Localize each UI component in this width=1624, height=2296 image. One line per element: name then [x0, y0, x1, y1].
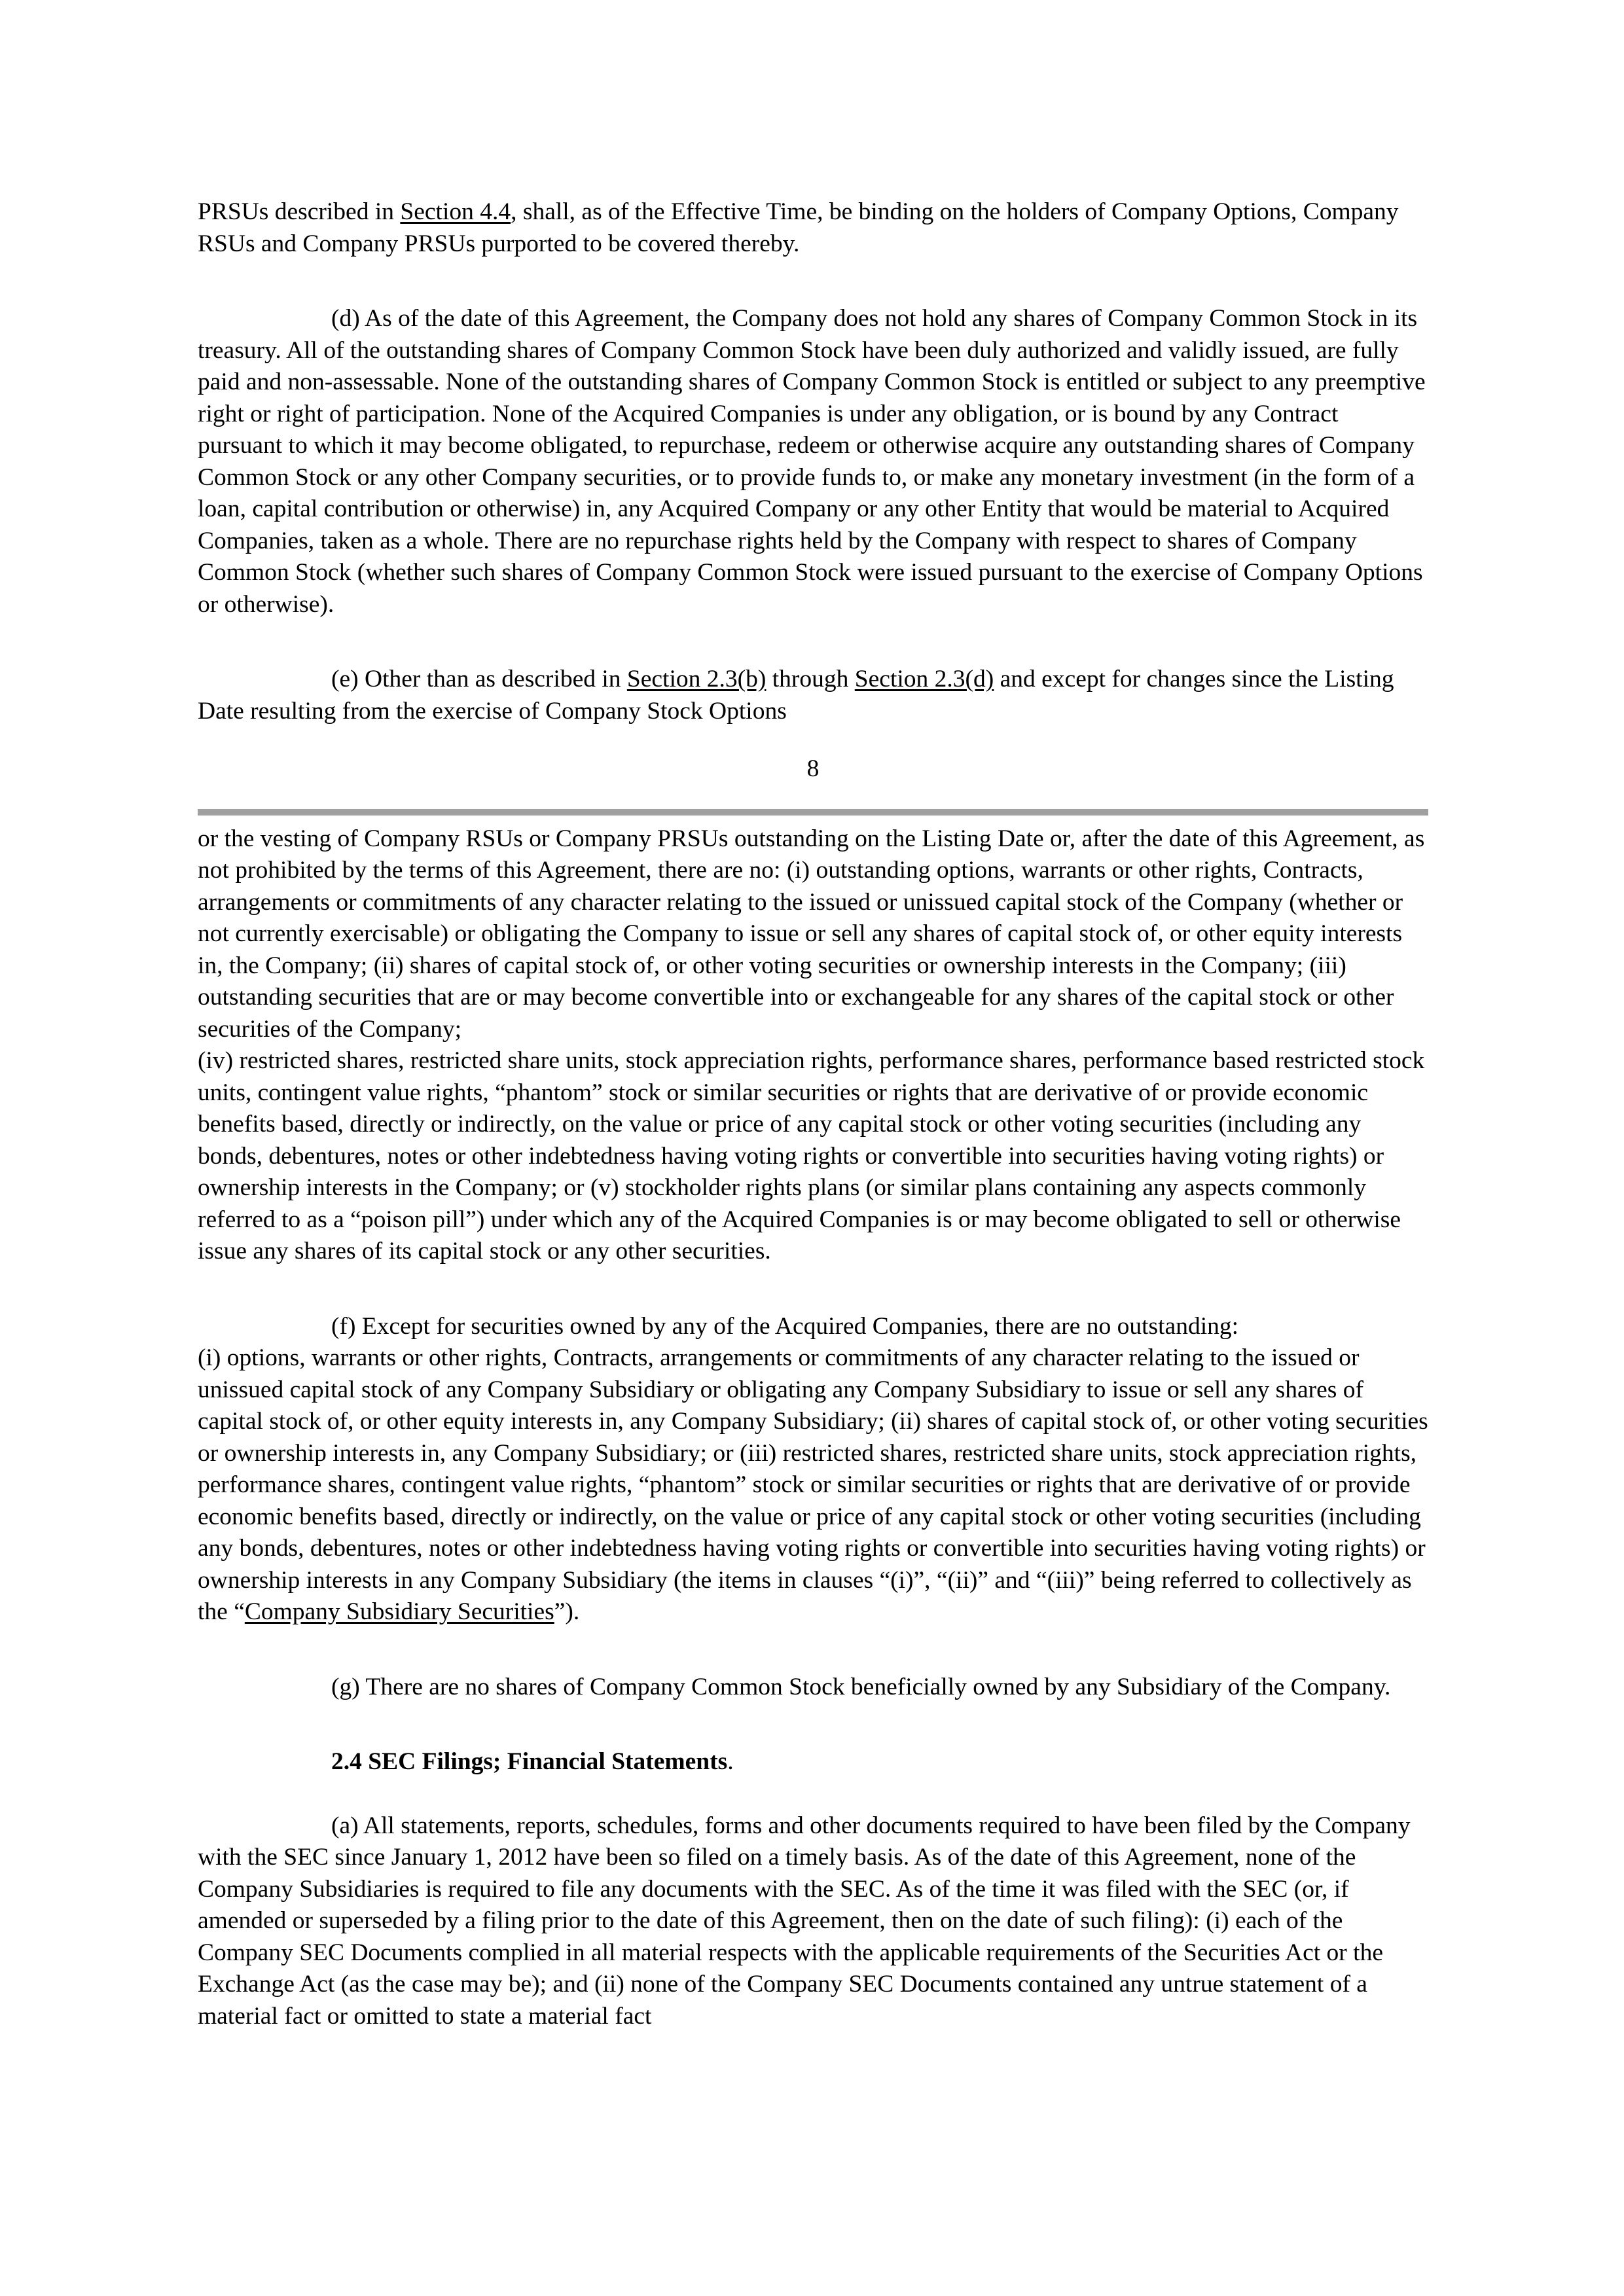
paragraph-f-body: (i) options, warrants or other rights, Contracts, arrangements or commitments of any character relating to the issued or unissued capital stock of any Company Subsidiary or obligating any Company Subsidiary to issue or sell any shares of capital stock of, or other equity interests in, any Company Subsidiary; (ii) shares of capital stock of, or other voting securities or ownership interests in, any Company Subsidiary; or (iii) restricted shares, restricted share units, stock appreciation rights, performance shares, contingent value rights, “phantom” stock or similar securities or rights that are derivative of or provide economic benefits based, directly or indirectly, on the value or price of any capital stock or other voting securities (including any bonds, debentures, notes or other indebtedness having voting rights or convertible into securities having voting rights) or ownership interests in any Company Subsidiary (the items in clauses “(i)”, “(ii)” and “(iii)” being referred to collectively as the “Company Subsidiary Securities”). — [198, 1344, 1428, 1625]
paragraph-e-start: (e) Other than as described in Section 2.3(b) through Section 2.3(d) and except for changes since the Listing Date resulting from the exercise of Company Stock Options — [198, 666, 1394, 725]
paragraph-d: (d) As of the date of this Agreement, the Company does not hold any shares of Company Common Stock in its treasury. All of the outstanding shares of Company Common Stock have been duly authorized and validly issued, are fully paid and non-assessable. None of the outstanding shares of Company Common Stock is entitled or subject to any preemptive right or right of participation. None of the Acquired Companies is under any obligation, or is bound by any Contract pursuant to which it may become obligated, to repurchase, redeem or otherwise acquire any outstanding shares of Company Common Stock or any other Company securities, or to provide funds to, or make any monetary investment (in the form of a loan, capital contribution or otherwise) in, any Acquired Company or any other Entity that would be material to Acquired Companies, taken as a whole. There are no repurchase rights held by the Company with respect to shares of Company Common Stock (whether such shares of Company Common Stock were issued pursuant to the exercise of Company Options or otherwise). — [198, 305, 1426, 618]
company-subsidiary-securities-term: Company Subsidiary Securities — [244, 1598, 554, 1625]
document-page — [198, 196, 1428, 2032]
page-break-divider — [198, 809, 1428, 816]
paragraph-e-continued: or the vesting of Company RSUs or Company PRSUs outstanding on the Listing Date or, after the date of this Agreement, as not prohibited by the terms of this Agreement, there are no: (i) outstanding options, warrants or other rights, Contracts, arrangements or commitments of any character relating to the issued or unissued capital stock of the Company (whether or not currently exercisable) or obligating the Company to issue or sell any shares of capital stock of, or other equity interests in, the Company; (ii) shares of capital stock of, or other voting securities or ownership interests in the Company; (iii) outstanding securities that are or may become convertible into or exchangeable for any shares of the capital stock or other securities of the Company; — [198, 825, 1425, 1043]
section-heading-title: 2.4 SEC Filings; Financial Statements — [331, 1748, 728, 1775]
section-2-3-b-reference: Section 2.3(b) — [626, 666, 767, 692]
paragraph-c-continuation: PRSUs described in Section 4.4, shall, as of the Effective Time, be binding on the holders of Company Options, Company RSUs and Company PRSUs purported to be covered thereby. — [198, 198, 1399, 257]
section-2-3-d-reference: Section 2.3(d) — [854, 666, 994, 692]
paragraph-g: (g) There are no shares of Company Common Stock beneficially owned by any Subsidiary of the Company. — [331, 1673, 1391, 1700]
page-number: 8 — [806, 755, 820, 782]
section-heading-2-4: 2.4 SEC Filings; Financial Statements. — [331, 1748, 734, 1775]
paragraph-f-first-line: (f) Except for securities owned by any of the Acquired Companies, there are no outstanding: — [331, 1312, 1239, 1340]
paragraph-e-clause-iv: (iv) restricted shares, restricted share units, stock appreciation rights, performance shares, performance based restricted stock units, contingent value rights, “phantom” stock or similar securities or rights that are derivative of or provide economic benefits based, directly or indirectly, on the value or price of any capital stock or other voting securities (including any bonds, debentures, notes or other indebtedness having voting rights or convertible into securities having voting rights) or ownership interests in the Company; or (v) stockholder rights plans (or similar plans containing any aspects commonly referred to as a “poison pill”) under which any of the Acquired Companies is or may become obligated to sell or otherwise issue any shares of its capital stock or any other securities. — [198, 1047, 1425, 1265]
paragraph-2-4-a: (a) All statements, reports, schedules, forms and other documents required to have been filed by the Company with the SEC since January 1, 2012 have been so filed on a timely basis. As of the date of this Agreement, none of the Company Subsidiaries is required to file any documents with the SEC. As of the time it was filed with the SEC (or, if amended or superseded by a filing prior to the date of this Agreement, then on the date of such filing): (i) each of the Company SEC Documents complied in all material respects with the applicable requirements of the Securities Act or the Exchange Act (as the case may be); and (ii) none of the Company SEC Documents contained any untrue statement of a material fact or omitted to state a material fact — [198, 1812, 1411, 2030]
section-4-4-reference: Section 4.4 — [400, 198, 511, 225]
